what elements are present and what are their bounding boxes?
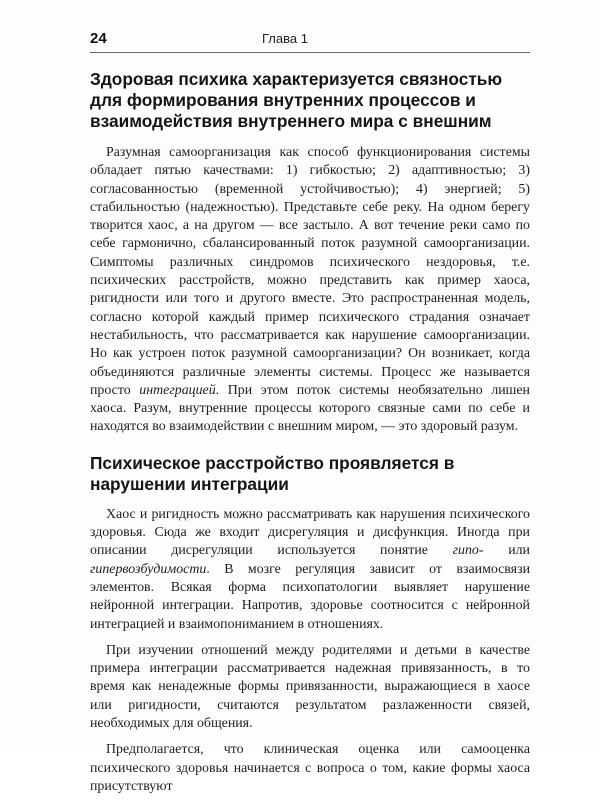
page-content — [90, 62, 530, 800]
italic-term-hyperarousal: гипервозбудимости — [90, 561, 207, 577]
italic-term-integration: интеграцией — [139, 382, 216, 398]
running-header — [90, 28, 530, 50]
paragraph-clinical-assessment: Предполагается, что клиническая оценка или самооценка психического здоровья начинается с вопроса о том, какие формы хаоса присутствуют — [90, 742, 530, 794]
section-heading-disorder: Психическое расстройство проявляется в нарушении интеграции — [90, 452, 455, 494]
paragraph-text: или — [483, 543, 530, 559]
paragraph-self-organization — [90, 144, 530, 437]
italic-term-hypo: гипо- — [452, 543, 484, 559]
chapter-label: Глава 1 — [262, 31, 308, 46]
paragraph-attachment: При изучении отношений между родителями и детьми в качестве примера интеграции рассматривается надежная привязанность, в то время как ненадежные формы привязанности, выражающиеся в хаосе или ригидности, считаются результатом разлаженности связей, необходимых для общения. — [90, 642, 530, 732]
paragraph-text: . В мозге регуляция зависит от взаимосвязи элементов. Всякая форма психопатологии выявляет нарушение нейронной интеграции. Напротив, здоровье соотносится с нейронной интеграцией и взаимопониманием в отношениях. — [90, 561, 530, 632]
section-heading-healthy-mind: Здоровая психика характеризуется связностью для формирования внутренних процессов и взаимодействия внутреннего мира с внешним — [90, 69, 503, 131]
paragraph-text: Хаос и ригидность можно рассматривать как нарушения психического здоровья. Сюда же входит дисрегуляция и дисфункция. Иногда при описании дисрегуляции используется понятие — [90, 506, 530, 559]
paragraph-chaos-rigidity — [90, 506, 530, 634]
page-number: 24 — [90, 30, 107, 47]
header-divider — [90, 52, 530, 53]
paragraph-text: . При этом поток системы необязательно лишен хаоса. Разум, внутренние процессы которого связные сами по себе и находятся во взаимодействии с внешним миром, — это здоровый разум. — [90, 382, 530, 435]
paragraph-text: Разумная самоорганизация как способ функционирования системы обладает пятью качествами: 1) гибкостью; 2) адаптивностью; 3) согласованностью (временной устойчивостью); 4) энергией; 5) стабильностью (надежностью). Представьте себе реку. На одном берегу творится хаос, а на другом — все застыло. А вот течение реки само по себе гармонично, сбалансированный поток разумной самоорганизации. Симптомы различных синдромов психического нездоровья, т.е. психических расстройств, можно представить как пример хаоса, ригидности или того и другого вместе. Это распространенная модель, согласно которой каждый пример психического страдания означает нестабильность, что рассматривается как нарушение самоорганизации. Но как устроен поток разумной самоорганизации? Он возникает, когда объединяются различные элементы системы. Процесс же называется просто — [90, 145, 530, 398]
